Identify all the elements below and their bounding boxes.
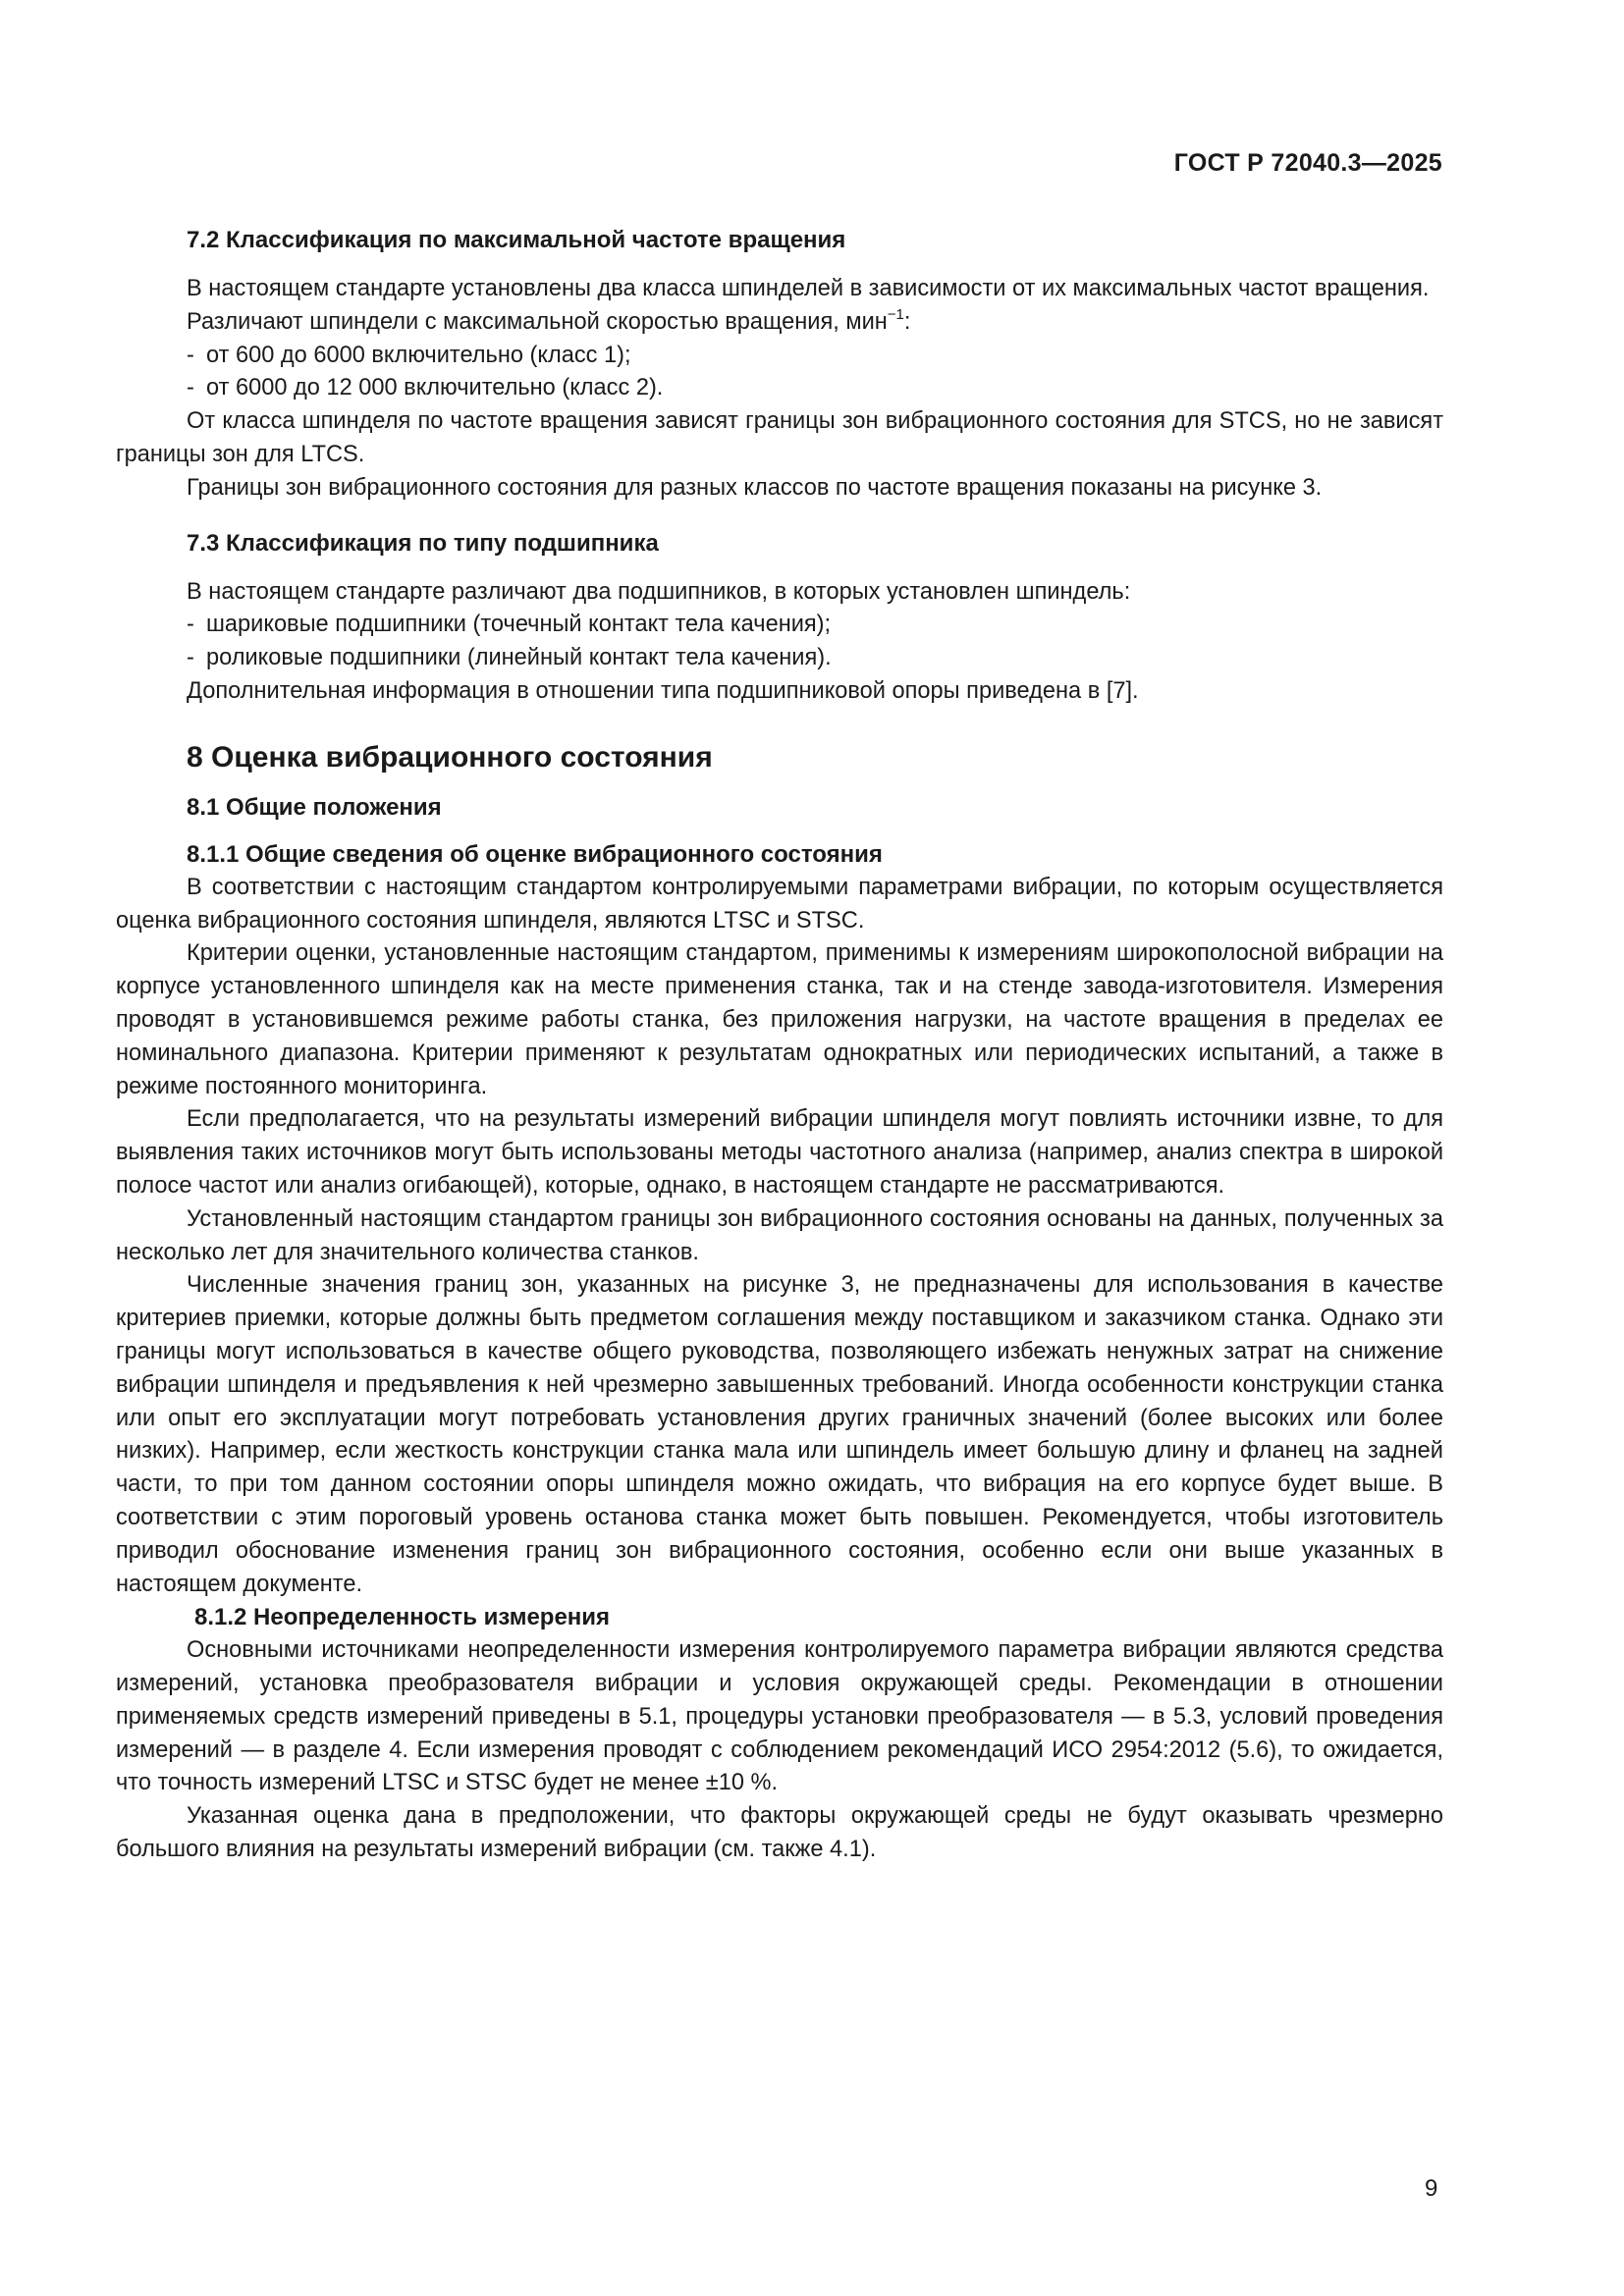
list-item: [116, 372, 1443, 405]
paragraph: Указанная оценка дана в предположении, что факторы окружающей среды не будут оказывать чрезмерно большого влияния на результаты измерений вибрации (см. также 4.1).: [116, 1803, 1443, 1863]
dash-bullet: -: [187, 645, 194, 671]
paragraph: В соответствии с настоящим стандартом контролируемыми параметрами вибрации, по которым осуществляется оценка вибрационного состояния шпинделя, являются LTSC и STSC.: [116, 874, 1443, 934]
section-8-heading: 8 Оценка вибрационного состояния: [187, 740, 713, 774]
paragraph: Если предполагается, что на результаты измерений вибрации шпинделя могут повлиять источники извне, то для выявления таких источников могут быть использованы методы частотного анализа (например, анализ спектра в широкой полосе частот или анализ огибающей), которые, однако, в настоящем стандарте не рассматриваются.: [116, 1106, 1443, 1199]
list-item: [116, 340, 1443, 373]
paragraph: Установленный настоящим стандартом границы зон вибрационного состояния основаны на данных, полученных за несколько лет для значительного количества станков.: [116, 1205, 1443, 1265]
paragraph: Основными источниками неопределенности измерения контролируемого параметра вибрации являются средства измерений, установка преобразователя вибрации и условия окружающей среды. Рекомендации в отношении применяемых средств измерений приведены в 5.1, процедуры установки преобразователя — в 5.3, условий проведения измерений — в разделе 4. Если измерения проводят с соблюдением рекомендаций ИСО 2954:2012 (5.6), то ожидается, что точность измерений LTSC и STSC будет не менее ±10 %.: [116, 1637, 1443, 1796]
list-item: [116, 642, 1443, 675]
superscript: −1: [887, 305, 904, 323]
paragraph: [116, 306, 1443, 340]
dash-bullet: -: [187, 342, 194, 368]
paragraph: Численные значения границ зон, указанных на рисунке 3, не предназначены для использования в качестве критериев приемки, которые должны быть предметом соглашения между поставщиком и заказчиком станка. Однако эти границы могут использоваться в качестве общего руководства, позволяющего избежать ненужных затрат на снижение вибрации шпинделя и предъявления к ней чрезмерно завышенных требований. Иногда особенности конструкции станка или опыт его эксплуатации могут потребовать установления других граничных значений (более высоких или более низких). Например, если жесткость конструкции станка мала или шпиндель имеет большую длину и фланец на задней части, то при том данном состоянии опоры шпинделя можно ожидать, что вибрация на его корпусе будет выше. В соответствии с этим пороговый уровень останова станка может быть повышен. Рекомендуется, чтобы изготовитель приводил обоснование изменения границ зон вибрационного состояния, особенно если они выше указанных в настоящем документе.: [116, 1272, 1443, 1597]
paragraph: В настоящем стандарте различают два подшипников, в которых установлен шпиндель:: [187, 578, 1131, 605]
list-item: [116, 609, 1443, 642]
paragraph: От класса шпинделя по частоте вращения зависят границы зон вибрационного состояния для STCS, но не зависят границы зон для LTCS.: [116, 408, 1443, 467]
paragraph-text: Различают шпиндели с максимальной скоростью вращения, мин: [187, 308, 888, 335]
dash-bullet: -: [187, 375, 194, 401]
section-8-1-1-heading: 8.1.1 Общие сведения об оценке вибрационного состояния: [187, 840, 883, 868]
paragraph: Границы зон вибрационного состояния для разных классов по частоте вращения показаны на рисунке 3.: [187, 474, 1323, 501]
list-item-text: шариковые подшипники (точечный контакт тела качения);: [206, 612, 832, 638]
dash-bullet: -: [187, 612, 194, 638]
section-7-2-heading: 7.2 Классификация по максимальной частоте вращения: [187, 227, 846, 253]
paragraph-text: :: [903, 308, 911, 335]
paragraph: Дополнительная информация в отношении типа подшипниковой опоры приведена в [7].: [187, 677, 1139, 704]
list-item-text: от 6000 до 12 000 включительно (класс 2).: [206, 375, 664, 401]
paragraph: В настоящем стандарте установлены два класса шпинделей в зависимости от их максимальных частот вращения.: [187, 276, 1430, 301]
paragraph: Критерии оценки, установленные настоящим стандартом, применимы к измерениям широкополосной вибрации на корпусе установленного шпинделя как на месте применения станка, так и на стенде завода-изготовителя. Измерения проводят в установившемся режиме работы станка, без приложения нагрузки, на частоте вращения в пределах ее номинального диапазона. Критерии применяют к результатам однократных или периодических испытаний, а также в режиме постоянного мониторинга.: [116, 940, 1443, 1099]
document-header-id: ГОСТ Р 72040.3—2025: [1173, 149, 1442, 177]
list-item-text: от 600 до 6000 включительно (класс 1);: [206, 342, 631, 368]
section-7-3-heading: 7.3 Классификация по типу подшипника: [187, 529, 659, 557]
section-8-1-2-heading: 8.1.2 Неопределенность измерения: [194, 1604, 611, 1631]
section-8-1-heading: 8.1 Общие положения: [187, 793, 442, 821]
list-item-text: роликовые подшипники (линейный контакт тела качения).: [206, 645, 832, 671]
page-content: [116, 224, 1443, 1867]
page-number: 9: [1425, 2175, 1438, 2202]
